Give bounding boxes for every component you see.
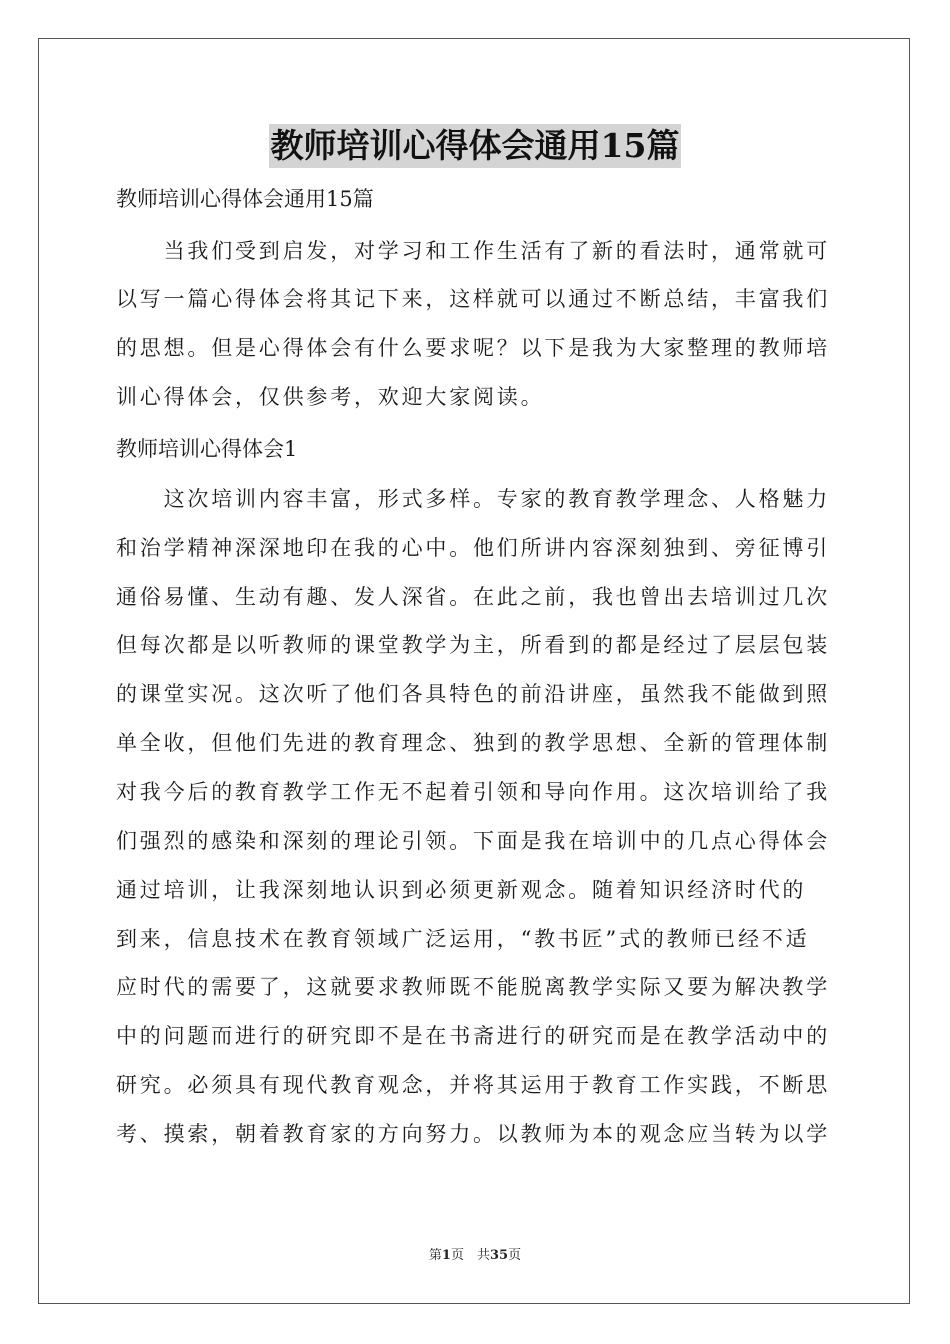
body-line: 和治学精神深深地印在我的心中。他们所讲内容深刻独到、旁征博引 xyxy=(116,536,830,560)
intro-line: 训心得体会，仅供参考，欢迎大家阅读。 xyxy=(116,385,545,409)
section-heading: 教师培训心得体会1 xyxy=(116,437,298,461)
body-line: 应时代的需要了，这就要求教师既不能脱离教学实际又要为解决教学 xyxy=(116,975,830,999)
body-line: 对我今后的教育教学工作无不起着引领和导向作用。这次培训给了我 xyxy=(116,780,830,804)
body-line: 这次培训内容丰富，形式多样。专家的教育教学理念、人格魅力 xyxy=(116,487,830,511)
body-line: 的课堂实况。这次听了他们各具特色的前沿讲座，虽然我不能做到照 xyxy=(116,682,830,706)
body-line: 们强烈的感染和深刻的理论引领。下面是我在培训中的几点心得体会 xyxy=(116,829,830,853)
body-line: 研究。必须具有现代教育观念，并将其运用于教育工作实践，不断思 xyxy=(116,1073,830,1097)
body-line: 单全收，但他们先进的教育理念、独到的教学思想、全新的管理体制 xyxy=(116,731,830,755)
intro-line: 以写一篇心得体会将其记下来，这样就可以通过不断总结，丰富我们 xyxy=(116,287,830,311)
footer-prefix: 第 xyxy=(428,1248,442,1263)
intro-line: 当我们受到启发，对学习和工作生活有了新的看法时，通常就可 xyxy=(116,239,830,263)
document-title: 教师培训心得体会通用15篇 xyxy=(269,124,682,168)
body-line: 通过培训，让我深刻地认识到必须更新观念。随着知识经济时代的 xyxy=(116,878,807,902)
body-line: 中的问题而进行的研究即不是在书斋进行的研究而是在教学活动中的 xyxy=(116,1024,830,1048)
body-line: 考、摸索，朝着教育家的方向努力。以教师为本的观念应当转为以学 xyxy=(116,1122,830,1146)
page-footer xyxy=(0,1247,950,1265)
current-page-number: 1 xyxy=(441,1248,451,1263)
body-line: 但每次都是以听教师的课堂教学为主，所看到的都是经过了层层包装 xyxy=(116,633,830,657)
footer-mid: 页 共 xyxy=(450,1248,490,1263)
intro-line: 的思想。但是心得体会有什么要求呢？以下是我为大家整理的教师培 xyxy=(116,336,830,360)
document-subtitle: 教师培训心得体会通用15篇 xyxy=(116,187,374,211)
total-pages-number: 35 xyxy=(489,1248,509,1263)
body-line: 通俗易懂、生动有趣、发人深省。在此之前，我也曾出去培训过几次 xyxy=(116,585,830,609)
body-line: 到来，信息技术在教育领域广泛运用，“教书匠”式的教师已经不适 xyxy=(116,927,810,951)
footer-suffix: 页 xyxy=(508,1248,522,1263)
page-border xyxy=(38,38,910,1304)
title-container xyxy=(0,124,950,168)
